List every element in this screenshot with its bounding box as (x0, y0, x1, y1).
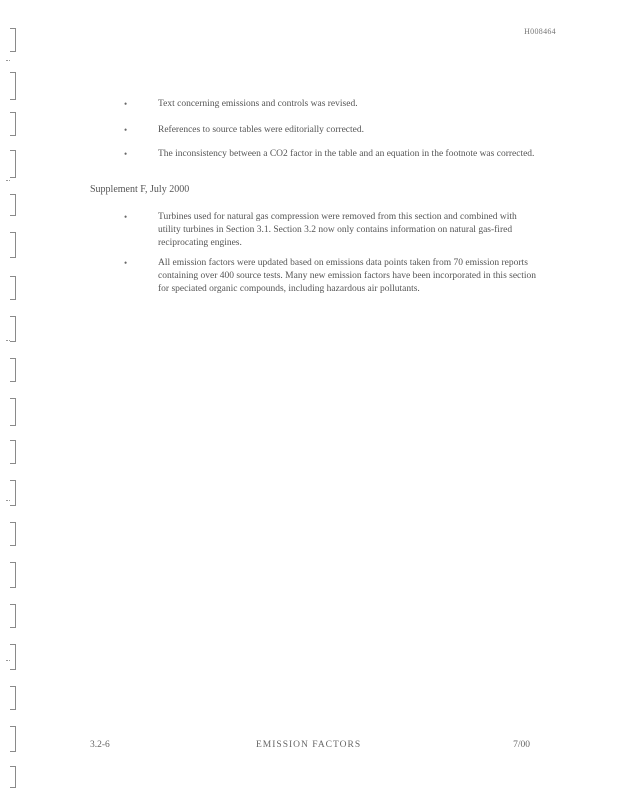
footer-date: 7/00 (513, 740, 530, 750)
binding-tick (6, 660, 10, 661)
binding-bracket (10, 72, 16, 100)
list-item (120, 257, 540, 296)
bullet-icon: • (124, 99, 128, 109)
page-footer (90, 740, 530, 754)
list-item-text: References to source tables were editorially corrected. (158, 125, 364, 135)
binding-bracket (10, 316, 16, 342)
binding-bracket (10, 644, 16, 670)
binding-bracket (10, 604, 16, 628)
binding-bracket (10, 398, 16, 426)
bullet-icon: • (124, 149, 128, 159)
binding-bracket (10, 726, 16, 752)
binding-bracket (10, 232, 16, 258)
binding-bracket (10, 562, 16, 588)
binding-bracket (10, 276, 16, 300)
list-item-text: Turbines used for natural gas compression were removed from this section and combined with utility turbines in Section 3.1. Section 3.2 now only contains information on natural gas-fired reciprocating engines. (158, 212, 517, 248)
binding-bracket (10, 522, 16, 546)
binding-bracket (10, 28, 16, 52)
binding-tick (6, 340, 10, 341)
binding-bracket (10, 358, 16, 382)
binding-bracket (10, 480, 16, 506)
binding-bracket (10, 194, 16, 216)
binding-bracket (10, 440, 16, 464)
list-item-text: The inconsistency between a CO2 factor in the table and an equation in the footnote was corrected. (158, 149, 535, 159)
bullet-icon: • (124, 125, 128, 135)
binding-tick (6, 60, 10, 61)
list-item-text: All emission factors were updated based on emissions data points taken from 70 emission reports containing over 400 source tests. Many new emission factors have been incorporated in this section for speciated organic compounds, including hazardous air pollutants. (158, 258, 537, 294)
bullet-icon: • (124, 258, 128, 268)
section-number: 3.2-6 (90, 740, 110, 750)
list-item (120, 148, 540, 161)
document-id: H008464 (524, 27, 556, 36)
list-item (120, 98, 540, 111)
list-item (120, 211, 540, 250)
binding-bracket (10, 686, 16, 710)
supplement-heading: Supplement F, July 2000 (90, 184, 190, 195)
binding-bracket (10, 766, 16, 788)
binding-bracket (10, 150, 16, 178)
binding-bracket (10, 112, 16, 136)
footer-title: EMISSION FACTORS (256, 740, 362, 750)
binding-tick (6, 180, 10, 181)
binding-tick (6, 500, 10, 501)
list-item-text: Text concerning emissions and controls was revised. (158, 99, 358, 109)
binding-marks (6, 20, 20, 790)
list-item (120, 124, 540, 137)
bullet-icon: • (124, 212, 128, 222)
